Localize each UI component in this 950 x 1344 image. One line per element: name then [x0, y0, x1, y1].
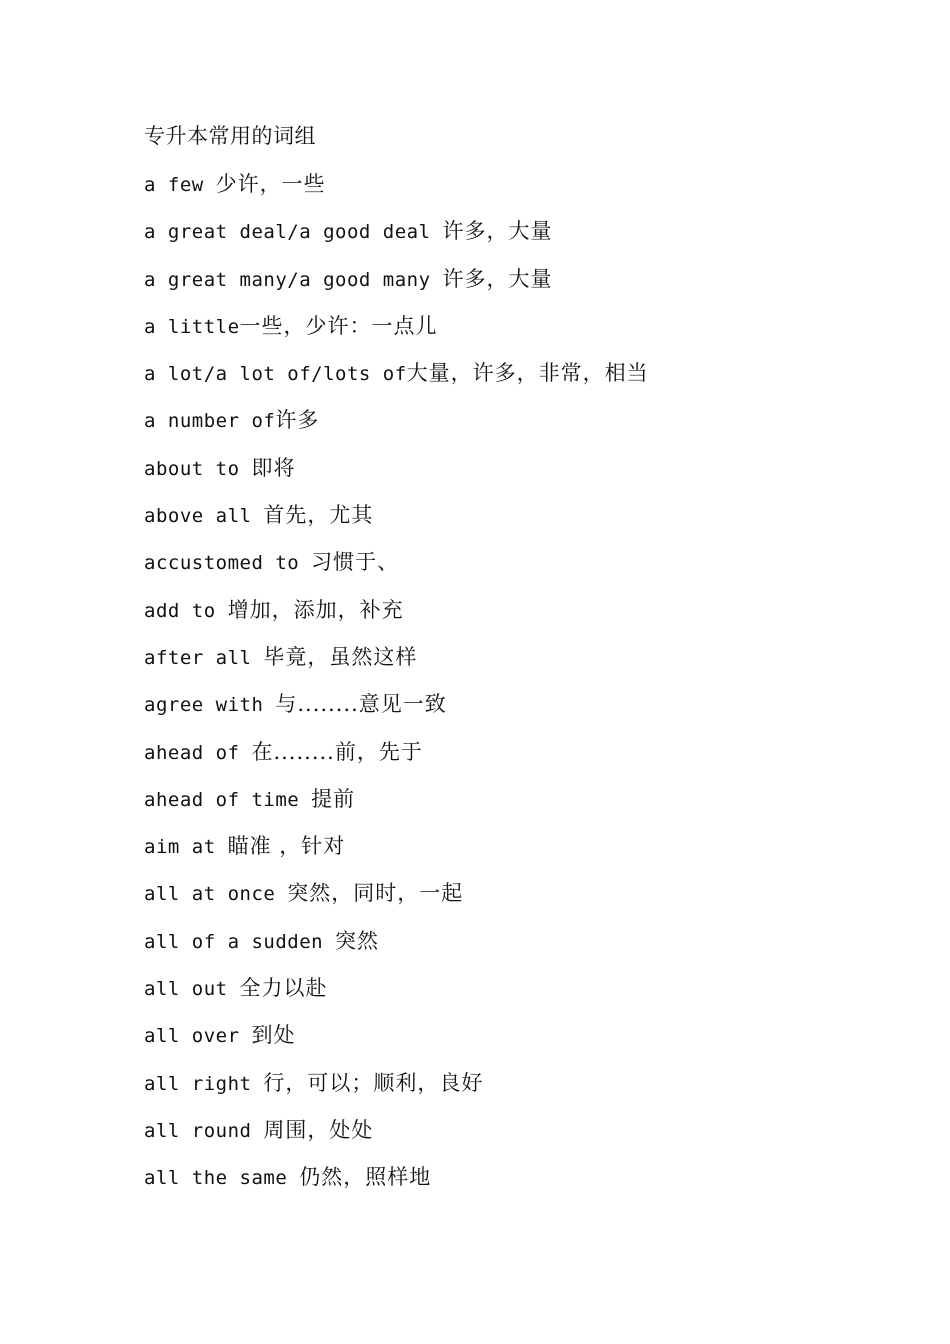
- phrase-chinese: 少许，一些: [215, 172, 326, 196]
- phrase-english: about to: [144, 457, 252, 480]
- list-item: [144, 1116, 649, 1163]
- list-item: [144, 501, 649, 548]
- phrase-chinese: 即将: [251, 455, 296, 480]
- phrase-english: a few: [144, 174, 216, 196]
- list-item: [144, 879, 649, 926]
- phrase-english: a number of: [144, 410, 276, 433]
- phrase-english: all at once: [144, 883, 288, 906]
- phrase-chinese: 突然，同时，一起: [287, 881, 464, 906]
- phrase-chinese: 仍然，照样地: [299, 1165, 432, 1190]
- list-item: [144, 927, 649, 974]
- phrase-english: aim at: [144, 836, 228, 859]
- document-title: 专升本常用的词组: [144, 124, 316, 148]
- phrase-english: all of a sudden: [144, 930, 336, 953]
- phrase-english: all the same: [144, 1167, 300, 1190]
- phrase-chinese: 一些，少许：一点儿: [239, 313, 438, 338]
- phrase-chinese: 到处: [251, 1023, 296, 1048]
- phrase-english: all over: [144, 1025, 252, 1048]
- phrase-chinese: 许多: [275, 408, 320, 433]
- list-item: [144, 548, 649, 595]
- phrase-english: add to: [144, 599, 228, 622]
- phrase-chinese: 提前: [311, 786, 356, 811]
- list-item: [144, 974, 649, 1021]
- phrase-english: after all: [144, 646, 264, 669]
- list-item: [144, 643, 649, 690]
- phrase-chinese: 与........意见一致: [275, 692, 447, 717]
- phrase-chinese: 首先，尤其: [263, 503, 374, 528]
- phrase-chinese: 许多，大量: [442, 219, 553, 244]
- phrase-english: a little: [144, 315, 240, 338]
- list-item: [144, 265, 649, 312]
- phrase-chinese: 周围，处处: [263, 1117, 374, 1142]
- list-item: [144, 832, 649, 879]
- list-item: [144, 170, 649, 217]
- phrase-chinese: 在........前，先于: [251, 739, 423, 764]
- list-item: [144, 454, 649, 501]
- phrase-chinese: 行，可以；顺利，良好: [263, 1070, 484, 1095]
- phrase-english: a great deal/a good deal: [144, 221, 443, 244]
- phrase-english: all round: [144, 1119, 264, 1142]
- phrase-english: agree with: [144, 694, 276, 717]
- phrase-english: a lot/a lot of/lots of: [144, 363, 407, 386]
- phrase-english: above all: [144, 505, 264, 528]
- phrase-chinese: 瞄准 ，针对: [227, 834, 346, 859]
- phrase-list: [144, 170, 649, 1211]
- list-item: [144, 690, 649, 737]
- phrase-english: all out: [144, 978, 240, 1001]
- list-item: [144, 738, 649, 785]
- list-item: [144, 596, 649, 643]
- list-item: [144, 785, 649, 832]
- list-item: [144, 217, 649, 264]
- phrase-english: a great many/a good many: [144, 268, 443, 291]
- phrase-chinese: 增加，添加，补充: [227, 597, 404, 622]
- list-item: [144, 312, 649, 359]
- phrase-chinese: 突然: [335, 928, 380, 953]
- phrase-chinese: 全力以赴: [239, 976, 328, 1001]
- list-item: [144, 1069, 649, 1116]
- phrase-chinese: 大量，许多，非常，相当: [406, 361, 649, 386]
- list-item: [144, 1021, 649, 1068]
- phrase-english: ahead of: [144, 741, 252, 764]
- phrase-chinese: 毕竟，虽然这样: [263, 644, 418, 669]
- phrase-chinese: 许多，大量: [442, 266, 553, 291]
- list-item: [144, 359, 649, 406]
- phrase-english: all right: [144, 1072, 264, 1095]
- phrase-english: ahead of time: [144, 788, 312, 811]
- phrase-english: accustomed to: [144, 552, 312, 575]
- phrase-chinese: 习惯于、: [311, 550, 400, 575]
- list-item: [144, 406, 649, 453]
- list-item: [144, 1163, 649, 1210]
